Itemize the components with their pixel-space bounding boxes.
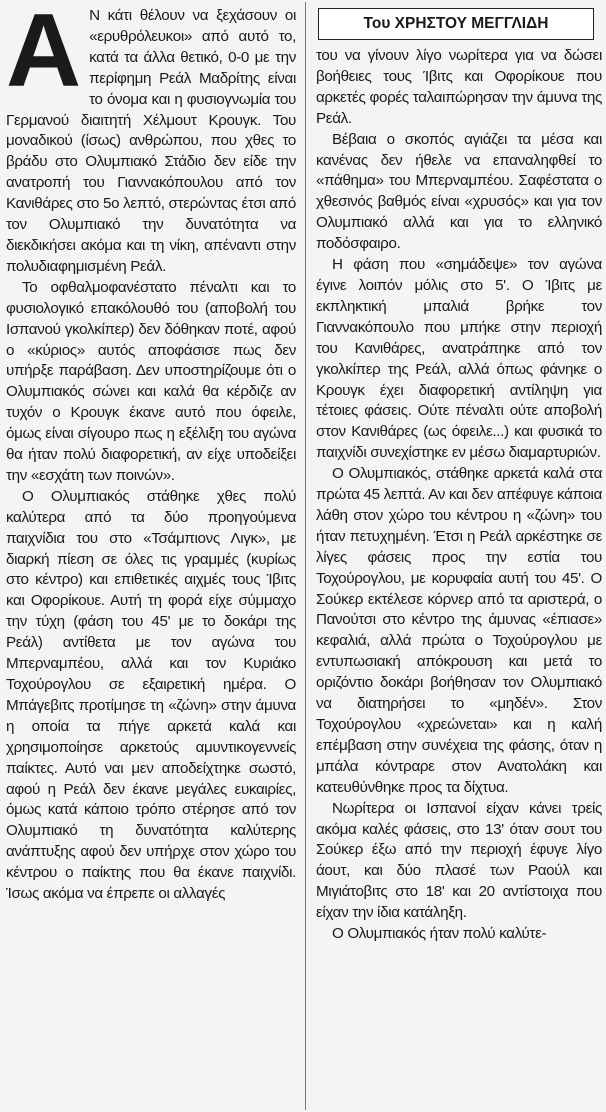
paragraph: του να γίνουν λίγο νωρίτερα για να δώσει βοήθειες τους Ίβιτς και Οφορίκουε που αρκετές φορές ταλαιπώρησαν την άμυνα της Ρεάλ. xyxy=(316,47,602,127)
article-right-column xyxy=(316,6,602,1106)
article-left-column xyxy=(6,6,296,1106)
author-byline: Του ΧΡΗΣΤΟΥ ΜΕΓΓΛΙΔΗ xyxy=(318,8,594,40)
paragraph: Βέβαια ο σκοπός αγιάζει τα μέσα και κανένας δεν ήθελε να επαναληφθεί το «πάθημα» του Μπερναμπέου. Σαφέστατα ο χθεσινός βαθμός είναι «χρυσός» και για τον Ολυμπιακό αλλά και για το ελληνικό ποδόσφαιρο. xyxy=(316,130,602,253)
column-divider xyxy=(305,2,306,1110)
paragraph: Νωρίτερα οι Ισπανοί είχαν κάνει τρείς ακόμα καλές φάσεις, στο 13' όταν σουτ του Σούκερ έξω από την περιοχή έφυγε λίγο άουτ, και δύο πλασέ των Ραούλ και Μιγιάτοβιτς στο 18' και 20 αντίστοιχα που είχαν την ίδια κατάληξη. xyxy=(316,799,602,922)
paragraph: Η φάση που «σημάδεψε» τον αγώνα έγινε λοιπόν μόλις στο 5'. Ο Ίβιτς με εκπληκτική μπαλιά βρήκε τον Γιαννακόπουλο που μπήκε στην περιοχή του Κανιθάρες, ανατράπηκε από τον γκολκίπερ της Ρεάλ, αλλά όπως φάνηκε ο Κρουγκ έχει διαφορετική αντίληψη για τέτοιες φάσεις. Ούτε πέναλτι ούτε αποβολή στον Κανιθάρες (ως όφειλε...) και φυσικά το παιχνίδι συνεχίστηκε εν μέσω διαμαρτυριών. xyxy=(316,256,602,462)
paragraph: Ο Ολυμπιακός στάθηκε χθες πολύ καλύτερα από τα δύο προηγούμενα παιχνίδια του στο «Τσάμπιονς Λιγκ», με διαρκή πίεση σε όλες τις γραμμές (κυρίως στο κέντρο) και επιθετικές αιχμές τους Ίβιτς και Οφορίκουε. Αυτή τη φορά είχε σύμμαχο την τύχη (φάση του 45' με το δοκάρι της Ρεάλ) αντίθετα με τον αγώνα του Μπερναμπέου, αλλά και τον Κυριάκο Τοχούρογλου σε εξαιρετική ημέρα. Ο Μπάγεβιτς προτίμησε τη «ζώνη» στην άμυνα η οποία τα πήγε αρκετά καλά και χρησιμοποίησε αρκετούς αμυντικογεννείς παίκτες. Αυτό ναι μεν αποδείχτηκε σωστό, αφού η Ρεάλ δεν έκανε μεγάλες ευκαιρίες, όμως κατά κάποιο τρόπο στέρησε από τον Ολυμπιακό τη δυνατότητα καλύτερης ανάπτυξης αφού δεν υπήρχε στον χώρο του κέντρου ο παίκτης που θα έκανε παιχνίδι. Ίσως ακόμα να έπρεπε οι αλλαγές xyxy=(6,487,296,903)
paragraph: Ο Ολυμπιακός ήταν πολύ καλύτε- xyxy=(332,925,547,943)
paragraph: Ο Ολυμπιακός, στάθηκε αρκετά καλά στα πρώτα 45 λεπτά. Αν και δεν απέφυγε κάποια λάθη στον χώρο του κέντρου η «ζώνη» του ήταν πετυχημένη. Έτσι η Ρεάλ αρκέστηκε σε λίγες φάσεις προς την εστία του Τοχούρογλου, με κορυφαία αυτή του 45'. Ο Σούκερ εκτέλεσε κόρνερ από τα αριστερά, ο Πανούτσι στο κέντρο της άμυνας «έπιασε» κεφαλιά, αλλά πρώτα ο Τοχούρογλου με εντυπωσιακή απόκρουση και μετά το οριζόντιο δοκάρι βοήθησαν τον Ολυμπιακό να διατηρήσει το «μηδέν». Στον Τοχούρογλου «χρεώνεται» και η καλή επέμβαση στην συνέχεια της φάσης, όταν η μπάλα κόντραρε στον Ανατολάκη και κατευθύνθηκε προς τα δίχτυα. xyxy=(316,465,602,796)
drop-cap: Α xyxy=(6,6,82,109)
paragraph: Το οφθαλμοφανέστατο πέναλτι και το φυσιολογικό επακόλουθό του (αποβολή του Ισπανού γκολκίπερ) δεν δόθηκαν ποτέ, αφού ο «κύριος» αυτός αποφάσισε πως δεν υπήρξε παράβαση. Δεν υποστηρίζουμε ότι ο Ολυμπιακός σώνει και καλά θα κέρδιζε αν τυχόν ο Κρουγκ έκανε αυτό που όφειλε, όμως είναι σίγουρο πως η εξέλιξη του αγώνα θα ήταν πολύ διαφορετική, αν είχε υποδείξει την «εσχάτη των ποινών». xyxy=(6,278,296,484)
paragraph: Ν κάτι θέλουν να ξεχάσουν οι «ερυθρόλευκοι» από αυτό το, κατά τα άλλα θετικό, 0-0 με την περίφημη Ρεάλ Μαδρίτης είναι το όνομα και η φυσιογνωμία του Γερμανού διαιτητή Χέλμουτ Κρουγκ. Του μοναδικού (ίσως) ανθρώπου, που χθες το βράδυ στο Ολυμπιακό Στάδιο δεν είδε την ανατροπή του Γιαννακόπουλου από τον Κανιθάρες στο 5ο λεπτό, στερώντας έτσι από τον Ολυμπιακό την δυνατότητα να διεκδικήσει ακόμα και τη νίκη, απέναντι στην πολυδιαφημισμένη Ρεάλ. xyxy=(6,7,296,275)
